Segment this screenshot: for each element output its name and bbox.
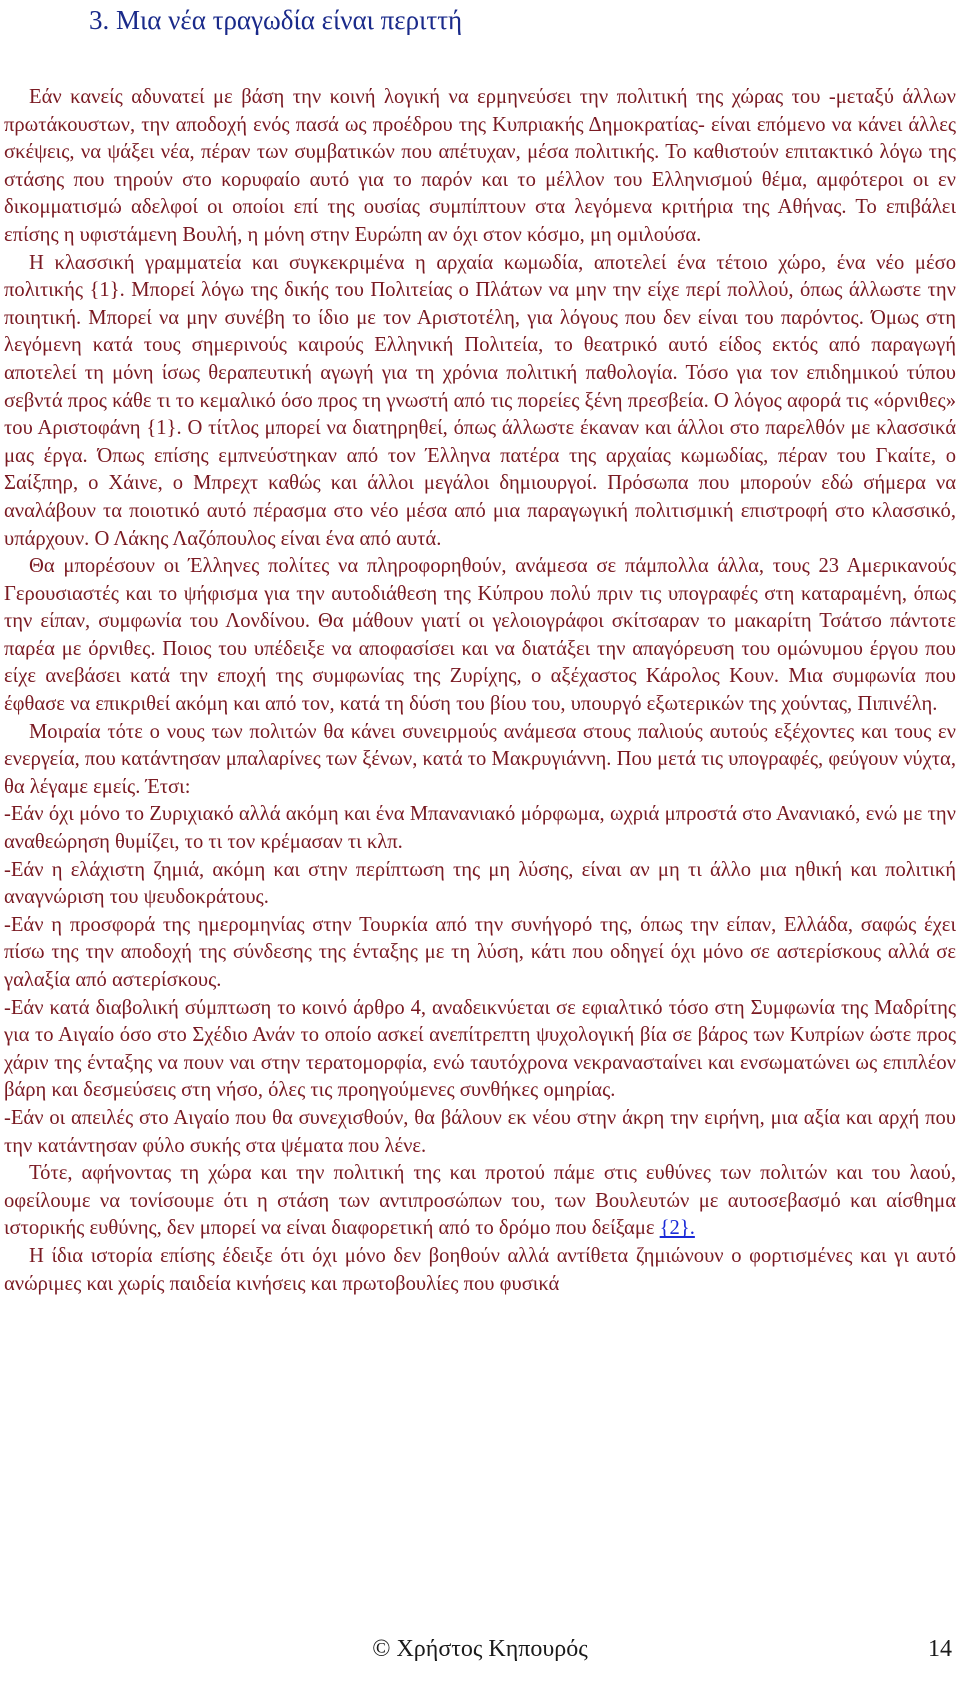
footer-author: © Χρήστος Κηπουρός [372, 1636, 588, 1662]
paragraph: Θα μπορέσουν οι Έλληνες πολίτες να πληροφορηθούν, ανάμεσα σε πάμπολλα άλλα, τους 23 Αμερικανούς Γερουσιαστές και το ψήφισμα για την αυτοδιάθεση της Κύπρου πολύ πριν τις υπογραφές στη καταραμένη, όπως την είπαν, συμφωνία του Λονδίνου. Θα μάθουν γιατί οι γελοιογράφοι σκίτσαραν το μακαρίτη Τσάτσο πάντοτε παρέα με όρνιθες. Ποιος του υπέδειξε να αποφασίσει και να διατάξει την απαγόρευση του ομώνυμου έργου που είχε ανεβάσει κατά την εποχή της συμφωνίας της Ζυρίχης, ο αξέχαστος Κάρολος Κουν. Μια συμφωνία που έφθασε να επικριθεί ακόμη και από τον, κατά τη δύση του βίου του, υπουργό εξωτερικών της χούντας, Πιπινέλη. [4, 555, 956, 716]
page-footer [0, 1636, 960, 1670]
article-body [4, 84, 956, 1298]
list-item: -Εάν όχι μόνο το Ζυριχιακό αλλά ακόμη και ένα Μπανανιακό μόρφωμα, ωχριά μπροστά στο Ανανιακό, ενώ με την αναθεώρηση θυμίζει, το τι τον κρέμασαν τι κλπ. [4, 803, 956, 854]
closing-text: Τότε, αφήνοντας τη χώρα και την πολιτική της και προτού πάμε στις ευθύνες των πολιτών και του λαού, οφείλουμε να τονίσουμε ότι η στάση των αντιπροσώπων του, των Βουλευτών με αυτοσεβασμό και αίσθημα ιστορικής ευθύνης, δεν μπορεί να είναι διαφορετική από το δρόμο που δείξαμε [4, 1162, 956, 1240]
paragraph: Εάν κανείς αδυνατεί με βάση την κοινή λογική να ερμηνεύσει την πολιτική της χώρας του -μεταξύ άλλων πρωτάκουστων, την αποδοχή ενός πασά ως προέδρου της Κυπριακής Δημοκρατίας- είναι επόμενο να κάνει άλλες σκέψεις, να ψάξει νέα, πέραν των συμβατικών που απέτυχαν, μέσα πολιτικής. Το καθιστούν επιτακτικό λόγω της στάσης που τηρούν στο κορυφαίο αυτό για το παρόν και το μέλλον του Ελληνισμού θέμα, αμφότεροι οι εν δικομματισμώ αδελφοί οι οποίοι επί της ουσίας συμπίπτουν στα λεγόμενα κριτήρια της Αθήνας. Το επιβάλει επίσης η υφιστάμενη Βουλή, η μόνη στην Ευρώπη αν όχι στον κόσμο, μη ομιλούσα. [4, 86, 956, 246]
last-paragraph: Η ίδια ιστορία επίσης έδειξε ότι όχι μόνο δεν βοηθούν αλλά αντίθετα ζημιώνουν ο φορτισμένες και γι αυτό ανώριμες και χωρίς παιδεία κινήσεις και πρωτοβουλίες που φυσικά [4, 1244, 956, 1295]
reference-link[interactable]: {2}. [659, 1217, 695, 1240]
paragraph: Μοιραία τότε ο νους των πολιτών θα κάνει συνειρμούς ανάμεσα στους παλιούς αυτούς εξέχοντες και τους εν ενεργεία, που κατάντησαν μπαλαρίνες των ξένων, κατά το Μακρυγιάννη. Που μετά τις υπογραφές, φεύγουν νύχτα, θα λέγαμε εμείς. Έτσι: [4, 720, 956, 798]
page-title: 3. Μια νέα τραγωδία είναι περιττή [89, 5, 463, 35]
list-item: -Εάν η προσφορά της ημερομηνίας στην Τουρκία από την συνήγορό της, όπως την είπαν, Ελλάδα, σαφώς έχει πίσω της την αποδοχή της σύνδεσης της ένταξης με τη λύση, κάτι που οδηγεί όχι μόνο σε αστερίσκους αλλά σε γαλαξία από αστερίσκους. [4, 913, 956, 991]
list-item: -Εάν η ελάχιστη ζημιά, ακόμη και στην περίπτωση της μη λύσης, είναι αν μη τι άλλο μια ηθική και πολιτική αναγνώριση του ψευδοκράτους. [4, 858, 956, 909]
list-item: -Εάν κατά διαβολική σύμπτωση το κοινό άρθρο 4, αναδεικνύεται σε εφιαλτικό τόσο στη Συμφωνία της Μαδρίτης για το Αιγαίο όσο στο Σχέδιο Ανάν το οποίο ασκεί ανεπίτρεπτη ψυχολογική βία σε βάρος των Κυπρίων ώστε προς χάριν της ένταξης να πουν ναι στην τερατομορφία, ενώ ταυτόχρονα νεκρανασταίνει και ενσωματώνει ως επιπλέον βάρη και δεσμεύσεις στη νήσο, όλες τις προηγούμενες συνθήκες ομηρίας. [4, 996, 956, 1102]
closing-paragraph [4, 1160, 956, 1243]
paragraph: Η κλασσική γραμματεία και συγκεκριμένα η αρχαία κωμωδία, αποτελεί ένα τέτοιο χώρο, ένα νέο μέσο πολιτικής {1}. Μπορεί λόγω της δικής του Πολιτείας ο Πλάτων να μην την είχε περί πολλού, όπως άλλωστε την ποιητική. Μπορεί να μην συνέβη το ίδιο με τον Αριστοτέλη, για λόγους που δεν είναι του παρόντος. Όμως στη λεγόμενη κατά τους σημερινούς καιρούς Ελληνική Πολιτεία, το θεατρικό αυτό είδος εκτός από παραγωγή αποτελεί τη μόνη ίσως θεραπευτική αγωγή για τη χρόνια πολιτική παθολογία. Τόσο για τον επιδημικού τύπου σεβντά προς κάθε τι το κεμαλικό όσο προς τη γνωστή από τις πορείες ξένη πρεσβεία. Ο λόγος αφορά τις «όρνιθες» του Αριστοφάνη {1}. Ο τίτλος μπορεί να διατηρηθεί, όπως άλλωστε έκαναν και άλλοι στο παρελθόν με κλασσικά μας έργα. Όπως επίσης εμπνεύστηκαν από τον Έλληνα πατέρα της αρχαίας κωμωδίας, πέραν του Γκαίτε, ο Σαίξπηρ, ο Χάινε, ο Μπρεχτ καθώς και άλλοι μεγάλοι δημιουργοί. Πρόσωπα που μπορούν εδώ σήμερα να αναλάβουν τα ποιοτικό αυτό πέρασμα στο νέο μέσα από μια παραγωγική πολιτισμική επιστροφή στο κλασσικό, υπάρχουν. Ο Λάκης Λαζόπουλος είναι ένα από αυτά. [4, 251, 956, 550]
page-number: 14 [928, 1636, 952, 1662]
list-item: -Εάν οι απειλές στο Αιγαίο που θα συνεχισθούν, θα βάλουν εκ νέου στην άκρη την ειρήνη, μια αξία και αρχή που την κατάντησαν φύλο συκής στα ψέματα που λένε. [4, 1106, 956, 1157]
